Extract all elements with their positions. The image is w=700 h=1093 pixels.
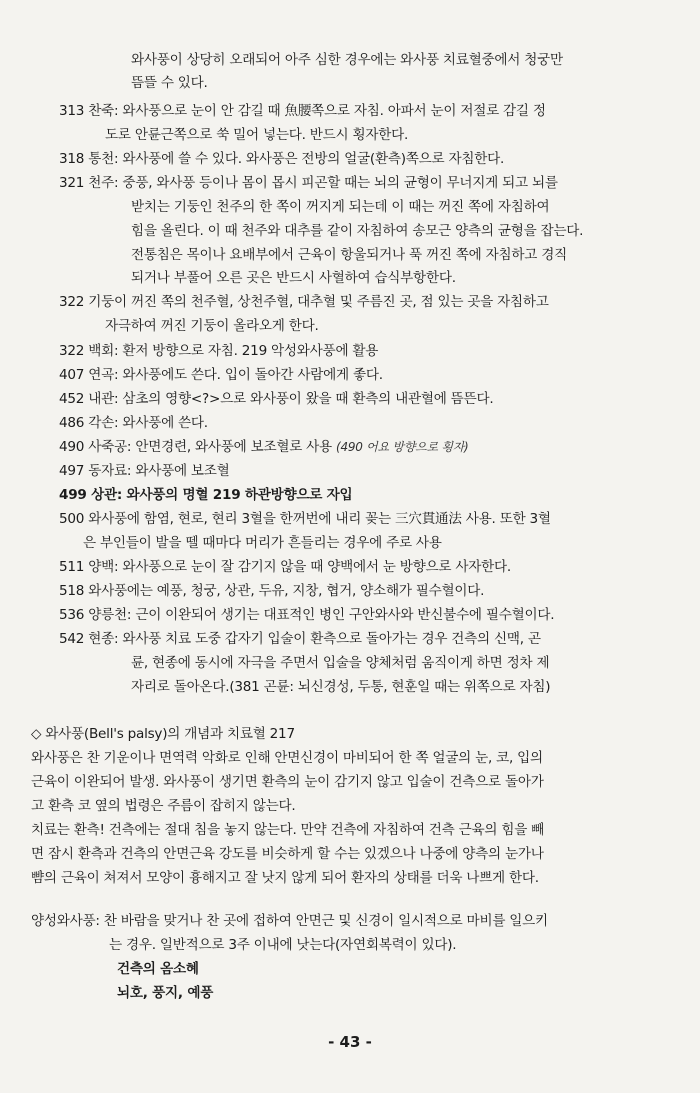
text-line-main: 490 사죽공: 안면경련, 와사풍에 보조혈로 사용	[59, 439, 332, 455]
text-line: 486 각손: 와사풍에 쓴다.	[59, 415, 208, 431]
text-line: 542 현종: 와사풍 치료 도중 갑자기 입술이 환측으로 돌아가는 경우 건측의 신맥, 곤	[59, 631, 541, 647]
text-line: 511 양백: 와사풍으로 눈이 잘 감기지 않을 때 양백에서 눈 방향으로 사자한다.	[59, 559, 511, 575]
text-line: 되거나 부풀어 오른 곳은 반드시 사혈하여 습식부항한다.	[131, 270, 456, 286]
text-line: 자리로 돌아온다.(381 곤륜: 뇌신경성, 두통, 현훈일 때는 위쪽으로 자침)	[131, 679, 551, 695]
text-line: 륜, 현종에 동시에 자극을 주면서 입술을 양체처럼 움직이게 하면 정차 제	[131, 655, 550, 671]
text-line: 고 환측 코 옆의 법령은 주름이 잡히지 않는다.	[31, 798, 296, 814]
text-line: 는 경우. 일반적으로 3주 이내에 낫는다(자연회복력이 있다).	[109, 937, 457, 953]
section-heading: ◇ 와사풍(Bell's palsy)의 개념과 치료혈 217	[31, 726, 295, 742]
text-line: 뺨의 근육이 쳐져서 모양이 흉해지고 잘 낫지 않게 되어 환자의 상태를 더욱 나쁘게 한다.	[31, 870, 539, 886]
text-line: 치료는 환측! 건측에는 절대 침을 놓지 않는다. 만약 건측에 자침하여 건측 근육의 힘을 빼	[31, 822, 545, 838]
text-line: 518 와사풍에는 예풍, 청궁, 상관, 두유, 지창, 협거, 양소해가 필수혈이다.	[59, 583, 485, 599]
text-line: 313 찬죽: 와사풍으로 눈이 안 감길 때 魚腰쪽으로 자침. 아파서 눈이 저절로 감길 정	[59, 103, 546, 119]
text-line: 536 양릉천: 근이 이완되어 생기는 대표적인 병인 구안와사와 반신불수에 필수혈이다.	[59, 607, 555, 623]
text-line-bold: 뇌호, 풍지, 예풍	[117, 985, 214, 1001]
text-line: 은 부인들이 발을 뗄 때마다 머리가 흔들리는 경우에 주로 사용	[83, 535, 442, 551]
text-line: 500 와사풍에 함염, 현로, 현리 3혈을 한꺼번에 내리 꽂는 三穴貫通法 사용. 또한 3혈	[59, 511, 551, 527]
text-line: 497 동자료: 와사풍에 보조혈	[59, 463, 230, 479]
text-line	[59, 437, 468, 457]
text-line-bold: 499 상관: 와사풍의 명혈 219 하관방향으로 자입	[59, 487, 353, 503]
text-line: 와사풍이 상당히 오래되어 아주 심한 경우에는 와사풍 치료혈중에서 청궁만	[131, 52, 563, 68]
text-line: 321 천주: 중풍, 와사풍 등이나 몸이 몹시 피곤할 때는 뇌의 균형이 무너지게 되고 뇌를	[59, 175, 558, 191]
text-line: 도로 안륜근쪽으로 쑥 밀어 넣는다. 반드시 횡자한다.	[105, 127, 409, 143]
text-line: 자극하여 꺼진 기둥이 올라오게 한다.	[105, 318, 319, 334]
text-line: 뜸뜰 수 있다.	[131, 75, 208, 91]
text-line: 양성와사풍: 찬 바람을 맞거나 찬 곳에 접하여 안면근 및 신경이 일시적으로 마비를 일으키	[31, 913, 548, 929]
page-number: - 43 -	[328, 1033, 372, 1051]
text-line: 받치는 기둥인 천주의 한 쪽이 꺼지게 되는데 이 때는 꺼진 쪽에 자침하여	[131, 199, 550, 215]
text-line: 힘을 올린다. 이 때 천주와 대추를 같이 자침하여 송모근 양측의 균형을 잡는다.	[131, 223, 584, 239]
handwritten-note: (490 어요 방향으로 횡자)	[336, 440, 469, 454]
text-line: 322 기둥이 꺼진 쪽의 천주혈, 상천주혈, 대추혈 및 주름진 곳, 점 있는 곳을 자침하고	[59, 294, 549, 310]
text-line: 전통침은 목이나 요배부에서 근육이 항울되거나 푹 꺼진 쪽에 자침하고 경직	[131, 247, 567, 263]
text-line: 407 연곡: 와사풍에도 쓴다. 입이 돌아간 사람에게 좋다.	[59, 367, 383, 383]
text-line: 와사풍은 찬 기운이나 면역력 악화로 인해 안면신경이 마비되어 한 쪽 얼굴의 눈, 코, 입의	[31, 750, 543, 766]
text-line: 면 잠시 환측과 건측의 안면근육 강도를 비슷하게 할 수는 있겠으나 나중에 양측의 눈가나	[31, 846, 544, 862]
text-line: 근육이 이완되어 발생. 와사풍이 생기면 환측의 눈이 감기지 않고 입술이 건측으로 돌아가	[31, 774, 544, 790]
text-line-bold: 건측의 옴소혜	[117, 961, 199, 977]
text-line: 318 통천: 와사풍에 쓸 수 있다. 와사풍은 전방의 얼굴(환측)쪽으로 자침한다.	[59, 151, 505, 167]
text-line: 452 내관: 삼초의 영향<?>으로 와사풍이 왔을 때 환측의 내관혈에 뜸뜬다.	[59, 391, 494, 407]
text-line: 322 백회: 환저 방향으로 자침. 219 악성와사풍에 활용	[59, 343, 379, 359]
